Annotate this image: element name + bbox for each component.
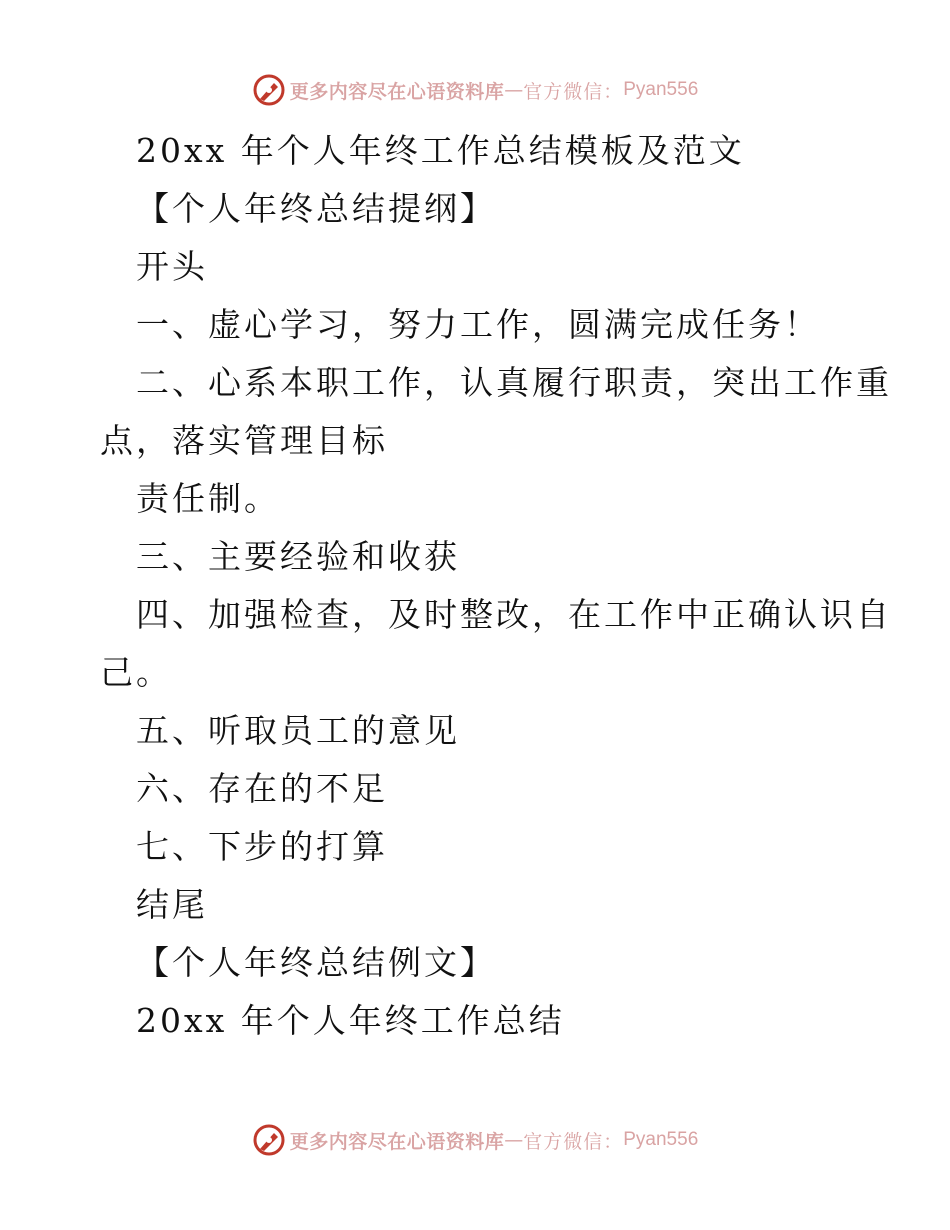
pen-logo-icon: [252, 1123, 286, 1157]
banner-text: 更多内容尽在心语资料库: [289, 1130, 505, 1153]
banner-wechat-id: Pyan556: [623, 79, 699, 100]
banner-text: 更多内容尽在心语资料库: [289, 80, 505, 103]
opening-label: 开头: [136, 247, 208, 286]
outline-item-3: 三、主要经验和收获: [136, 537, 460, 576]
banner-dash: —: [504, 1129, 524, 1151]
outline-item-6: 六、存在的不足: [136, 769, 388, 808]
pen-logo-icon: [252, 73, 286, 107]
document-title: 20xx 年个人年终工作总结模板及范文: [136, 131, 745, 170]
banner-wechat-id: Pyan556: [623, 1129, 699, 1150]
banner-wechat-label: 官方微信：: [523, 80, 624, 103]
banner-dash: —: [504, 79, 524, 101]
outline-item-2-line-1: 二、心系本职工作，认真履行职责，突出工作重: [136, 363, 892, 402]
outline-item-2-line-2: 点，落实管理目标: [100, 421, 388, 460]
outline-item-4-line-2: 己。: [100, 653, 172, 692]
example-heading: 【个人年终总结例文】: [136, 943, 496, 982]
document-body: [100, 122, 892, 1050]
example-title: 20xx 年个人年终工作总结: [136, 1001, 565, 1040]
outline-item-1: 一、虚心学习，努力工作，圆满完成任务！: [136, 305, 820, 344]
ending-label: 结尾: [136, 885, 208, 924]
outline-item-4-line-1: 四、加强检查，及时整改，在工作中正确认识自: [136, 595, 892, 634]
outline-item-2-line-3: 责任制。: [136, 479, 280, 518]
banner-wechat-label: 官方微信：: [523, 1130, 624, 1153]
header-banner: [0, 70, 950, 110]
outline-heading: 【个人年终总结提纲】: [136, 189, 496, 228]
outline-item-7: 七、下步的打算: [136, 827, 388, 866]
outline-item-5: 五、听取员工的意见: [136, 711, 460, 750]
footer-banner: [0, 1120, 950, 1160]
